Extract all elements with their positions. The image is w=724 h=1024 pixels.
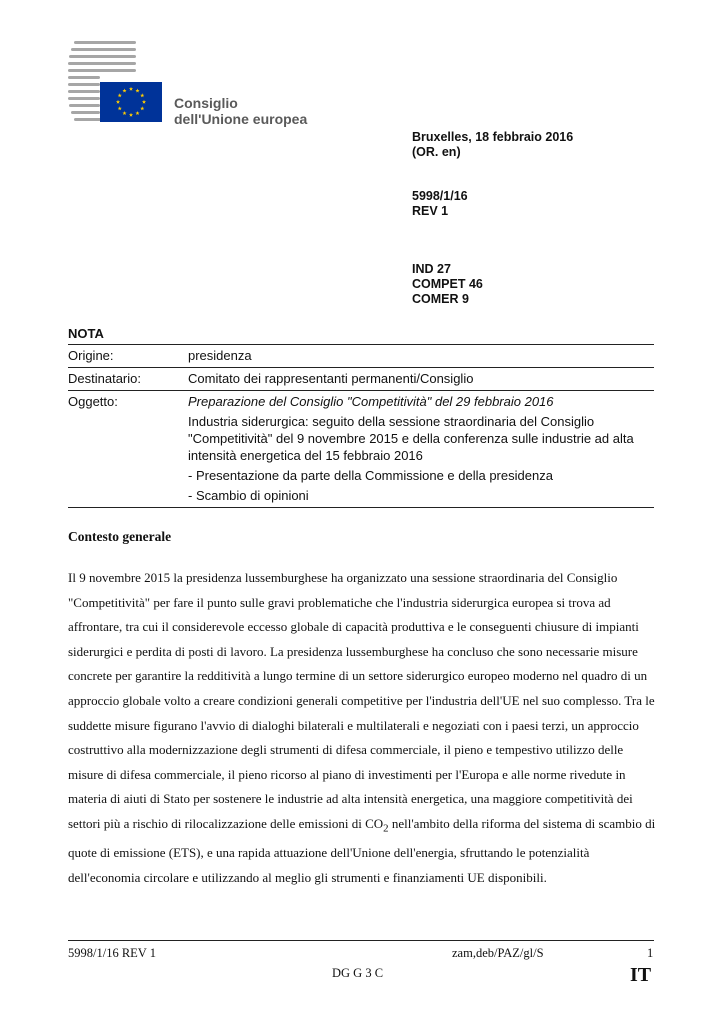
footer-language: IT bbox=[630, 964, 652, 986]
origin-label: Origine: bbox=[68, 348, 114, 363]
original-language: (OR. en) bbox=[412, 145, 461, 159]
subject-line: Preparazione del Consiglio "Competitività" del 29 febbraio 2016 bbox=[188, 394, 554, 409]
subject-line: - Presentazione da parte della Commissione e della presidenza bbox=[188, 468, 553, 483]
note-row-origin bbox=[68, 344, 654, 367]
section-heading: Contesto generale bbox=[68, 529, 172, 544]
co2-subscript: 2 bbox=[383, 822, 389, 835]
subject-line: - Scambio di opinioni bbox=[188, 488, 309, 503]
footer-doc-code: 5998/1/16 REV 1 bbox=[68, 946, 156, 960]
footer-author-ref: zam,deb/PAZ/gl/S bbox=[452, 946, 544, 960]
document-number: 5998/1/16 bbox=[412, 189, 468, 203]
eu-flag-icon bbox=[100, 82, 162, 122]
council-name bbox=[174, 95, 307, 127]
subject-value bbox=[188, 393, 654, 504]
reference-codes-block bbox=[412, 262, 483, 307]
subject-line: Industria siderurgica: seguito della sessione straordinaria del Consiglio "Competitività" del 9 novembre 2015 e della conferenza sulle industrie ad alta intensità energetica del 15 febbraio 2016 bbox=[188, 414, 634, 463]
place-date: Bruxelles, 18 febbraio 2016 bbox=[412, 130, 574, 144]
recipient-label: Destinatario: bbox=[68, 371, 141, 386]
note-heading: NOTA bbox=[68, 326, 104, 341]
subject-label: Oggetto: bbox=[68, 394, 118, 409]
origin-value: presidenza bbox=[188, 348, 252, 363]
paragraph-text: nell'ambito della riforma del sistema di scambio di quote di emissione (ETS), e una rapida attuazione dell'Unione dell'energia, sfruttando le potenzialità dell'economia circolare e utilizzando al meglio gli strumenti e finanziamenti UE disponibili. bbox=[68, 815, 656, 885]
note-row-subject bbox=[68, 390, 654, 508]
note-table bbox=[68, 344, 654, 508]
footer-department: DG G 3 C bbox=[332, 966, 384, 980]
note-row-recipient bbox=[68, 367, 654, 390]
recipient-value: Comitato dei rappresentanti permanenti/Consiglio bbox=[188, 371, 474, 386]
paragraph-text: Il 9 novembre 2015 la presidenza lussemburghese ha organizzato una sessione straordinaria del Consiglio "Competitività" per fare il punto sulle gravi problematiche che l'industria siderurgica europea si trova ad affrontare, tra cui il considerevole eccesso globale di capacità produttiva e le conseguenti chiusure di impianti siderurgici e perdita di posti di lavoro. La presidenza lussemburghese ha concluso che sono necessarie misure concrete per garantire la redditività a lungo termine di un settore siderurgico europeo moderno nel quadro di un approccio globale volto a creare condizioni generali competitive per l'industria dell'UE nel suo complesso. Tra le suddette misure figurano l'avvio di dialoghi bilaterali e multilaterali e negoziati con i paesi terzi, un approccio costruttivo alla modernizzazione degli strumenti di difesa commerciale, il pieno e tempestivo utilizzo delle misure di difesa commerciale, il pieno ricorso al piano di investimenti per l'Europa e alle norme rivedute in materia di aiuti di Stato per sostenere le industrie ad alta intensità energetica, una maggiore competitività dei settori più a rischio di rilocalizzazione delle emissioni di CO bbox=[68, 570, 655, 831]
reference-date-block bbox=[412, 130, 573, 160]
council-name-line2: dell'Unione europea bbox=[174, 111, 308, 127]
footer-divider bbox=[68, 940, 654, 941]
footer-page-number: 1 bbox=[647, 946, 654, 960]
reference-code: IND 27 bbox=[412, 262, 451, 276]
body-paragraph bbox=[68, 566, 658, 890]
reference-code: COMPET 46 bbox=[412, 277, 483, 291]
reference-code: COMER 9 bbox=[412, 292, 469, 306]
document-revision: REV 1 bbox=[412, 204, 449, 218]
council-name-line1: Consiglio bbox=[174, 95, 238, 111]
council-logo bbox=[68, 40, 328, 130]
reference-number-block bbox=[412, 189, 468, 219]
